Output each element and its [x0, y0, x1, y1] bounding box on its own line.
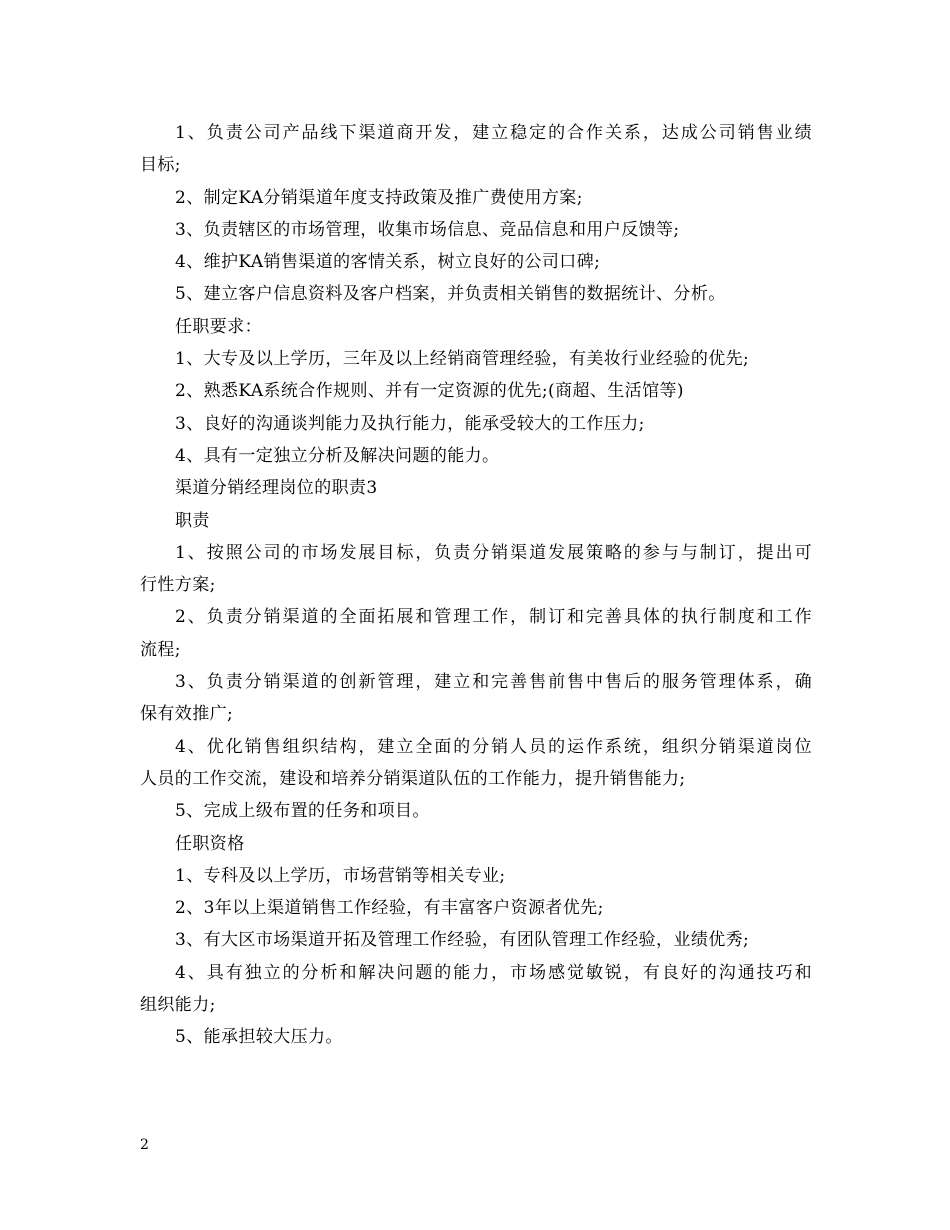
- page-number: 2: [140, 1137, 149, 1153]
- text-line: 人员的工作交流，建设和培养分销渠道队伍的工作能力，提升销售能力;: [140, 768, 686, 789]
- text-line: 5、建立客户信息资料及客户档案，并负责相关销售的数据统计、分析。: [175, 284, 726, 305]
- text-line: 3、良好的沟通谈判能力及执行能力，能承受较大的工作压力;: [175, 413, 645, 434]
- text-line: 2、制定KA分销渠道年度支持政策及推广费使用方案;: [175, 187, 583, 208]
- text-line: 2、3年以上渠道销售工作经验，有丰富客户资源者优先;: [175, 898, 604, 919]
- text-line: 任职资格: [175, 833, 245, 854]
- text-line: 职责: [175, 510, 210, 531]
- text-line: 3、负责分销渠道的创新管理，建立和完善售前售中售后的服务管理体系，确: [175, 672, 812, 693]
- text-line: 行性方案;: [140, 575, 216, 596]
- text-line: 流程;: [140, 639, 181, 660]
- text-line: 5、能承担较大压力。: [175, 1027, 343, 1048]
- text-line: 4、具有独立的分析和解决问题的能力，市场感觉敏锐，有良好的沟通技巧和: [175, 962, 812, 983]
- text-line: 1、大专及以上学历，三年及以上经销商管理经验，有美妆行业经验的优先;: [175, 349, 750, 370]
- text-line: 4、维护KA销售渠道的客情关系，树立良好的公司口碑;: [175, 252, 601, 273]
- text-line: 1、负责公司产品线下渠道商开发，建立稳定的合作关系，达成公司销售业绩: [175, 123, 812, 143]
- text-line: 保有效推广;: [140, 704, 234, 725]
- text-line: 渠道分销经理岗位的职责3: [175, 478, 378, 499]
- text-line: 5、完成上级布置的任务和项目。: [175, 801, 430, 822]
- text-line: 4、具有一定独立分析及解决问题的能力。: [175, 445, 500, 466]
- text-line: 3、负责辖区的市场管理，收集市场信息、竞品信息和用户反馈等;: [175, 219, 680, 240]
- text-line: 组织能力;: [140, 995, 216, 1016]
- text-line: 2、负责分销渠道的全面拓展和管理工作，制订和完善具体的执行制度和工作: [175, 607, 812, 628]
- text-line: 2、熟悉KA系统合作规则、并有一定资源的优先;(商超、生活馆等): [175, 381, 684, 402]
- text-line: 1、按照公司的市场发展目标，负责分销渠道发展策略的参与与制订，提出可: [175, 542, 812, 563]
- document-body: [140, 117, 812, 1054]
- text-line: 1、专科及以上学历，市场营销等相关专业;: [175, 865, 506, 886]
- text-line: 4、优化销售组织结构，建立全面的分销人员的运作系统，组织分销渠道岗位: [175, 736, 812, 757]
- text-line: 3、有大区市场渠道开拓及管理工作经验，有团队管理工作经验，业绩优秀;: [175, 930, 750, 951]
- text-line: 目标;: [140, 155, 181, 176]
- text-line: 任职要求：: [175, 316, 262, 337]
